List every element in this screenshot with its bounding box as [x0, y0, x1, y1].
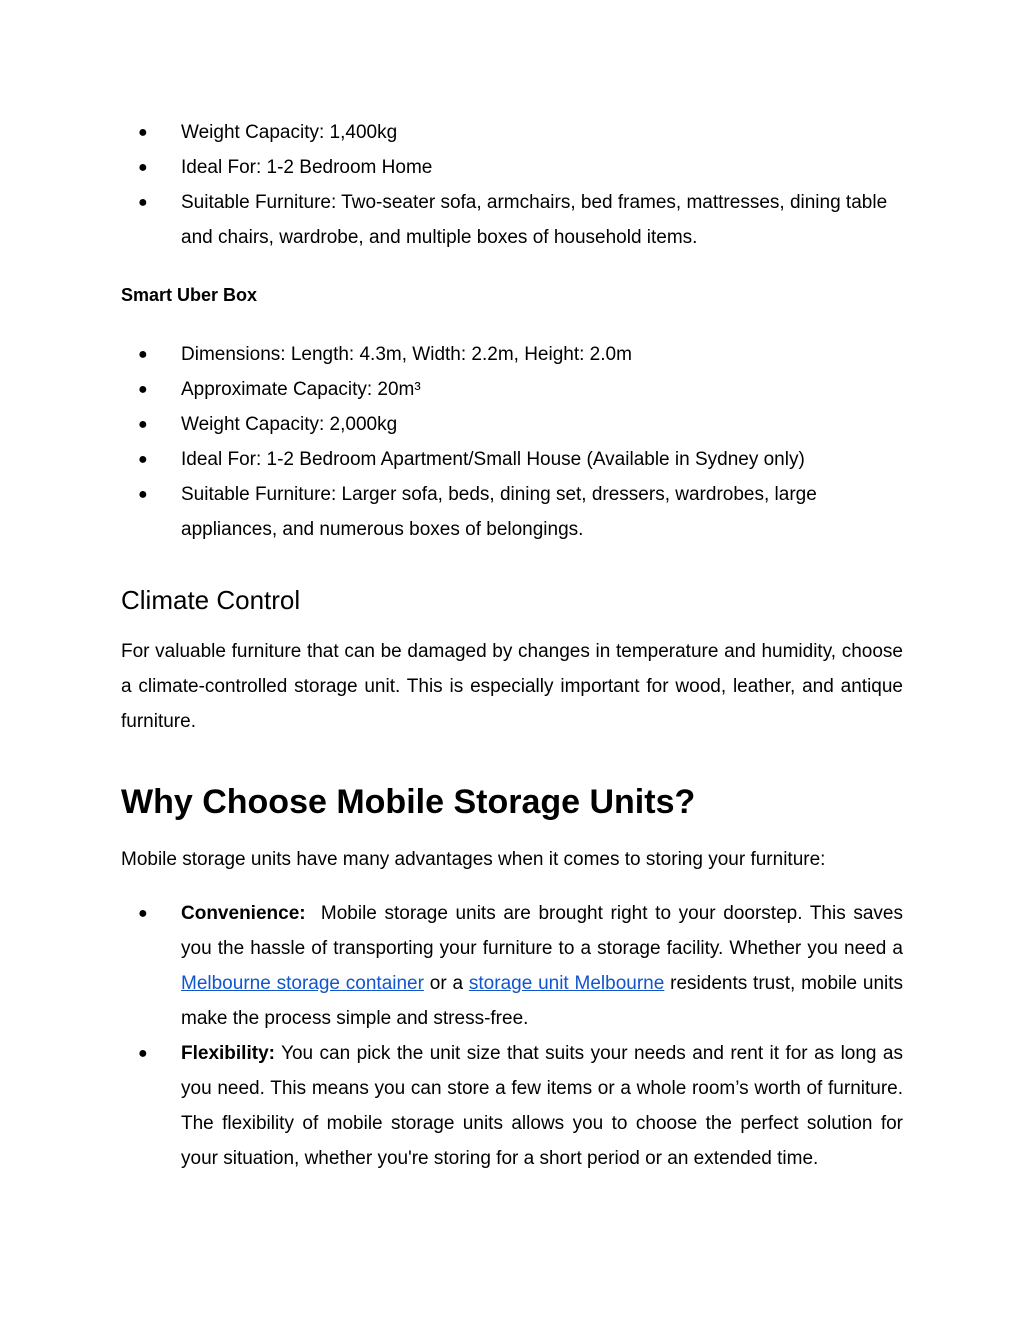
convenience-label: Convenience: [181, 903, 306, 924]
why-choose-intro: Mobile storage units have many advantages when it comes to storing your furniture: [121, 849, 826, 870]
smart-uber-box-heading: Smart Uber Box [121, 285, 258, 305]
bullet-icon: ● [138, 124, 148, 141]
why-choose-heading: Why Choose Mobile Storage Units? [121, 783, 696, 821]
convenience-text-1: Mobile storage units are brought right to your doorstep. This saves you the hassle of transporting your furniture to a storage facility. Whether you need a [181, 903, 903, 959]
list-item [121, 442, 903, 477]
list-item-text: Ideal For: 1-2 Bedroom Home [181, 157, 433, 178]
melbourne-storage-container-link[interactable]: Melbourne storage container [181, 973, 424, 994]
advantages-list [121, 896, 903, 1176]
document-page [121, 114, 903, 1176]
list-item-flexibility [121, 1036, 903, 1176]
bullet-icon: ● [138, 486, 148, 503]
bullet-icon: ● [138, 381, 148, 398]
bullet-icon: ● [138, 905, 148, 922]
bullet-icon: ● [138, 346, 148, 363]
list-item [121, 115, 903, 150]
list-item [121, 337, 903, 372]
list-item-text: Weight Capacity: 2,000kg [181, 414, 398, 435]
list-item-text: Suitable Furniture: Larger sofa, beds, dining set, dressers, wardrobes, large appliances, and numerous boxes of belongings. [181, 484, 817, 540]
bullet-icon: ● [138, 416, 148, 433]
list-item [121, 185, 903, 255]
flexibility-text: You can pick the unit size that suits your needs and rent it for as long as you need. This means you can store a few items or a whole room’s worth of furniture. The flexibility of mobile storage units allows you to choose the perfect solution for your situation, whether you're storing for a short period or an extended time. [181, 1043, 903, 1169]
convenience-text-2: or a [429, 973, 464, 994]
bullet-icon: ● [138, 1045, 148, 1062]
list-item-convenience [121, 896, 903, 1036]
climate-control-paragraph: For valuable furniture that can be damaged by changes in temperature and humidity, choose a climate-controlled storage unit. This is especially important for wood, leather, and antique furniture. [121, 641, 903, 732]
bullet-icon: ● [138, 451, 148, 468]
list-item-text: Ideal For: 1-2 Bedroom Apartment/Small House (Available in Sydney only) [181, 449, 805, 470]
capacity-list [121, 115, 903, 255]
list-item [121, 372, 903, 407]
convenience-text-3: residents trust, mobile units make the process simple and stress-free. [181, 973, 904, 1029]
list-item-text: Approximate Capacity: 20m³ [181, 379, 421, 400]
list-item-text: Suitable Furniture: Two-seater sofa, armchairs, bed frames, mattresses, dining table and chairs, wardrobe, and multiple boxes of household items. [181, 192, 888, 248]
list-item [121, 477, 903, 547]
climate-control-heading: Climate Control [121, 585, 301, 615]
list-item-text: Dimensions: Length: 4.3m, Width: 2.2m, Height: 2.0m [181, 344, 632, 365]
list-item-text: Weight Capacity: 1,400kg [181, 122, 398, 143]
storage-unit-melbourne-link[interactable]: storage unit Melbourne [468, 973, 665, 994]
bullet-icon: ● [138, 159, 148, 176]
flexibility-label: Flexibility: [181, 1043, 275, 1064]
bullet-icon: ● [138, 194, 148, 211]
smart-uber-box-list [121, 337, 903, 547]
list-item [121, 150, 903, 185]
list-item [121, 407, 903, 442]
